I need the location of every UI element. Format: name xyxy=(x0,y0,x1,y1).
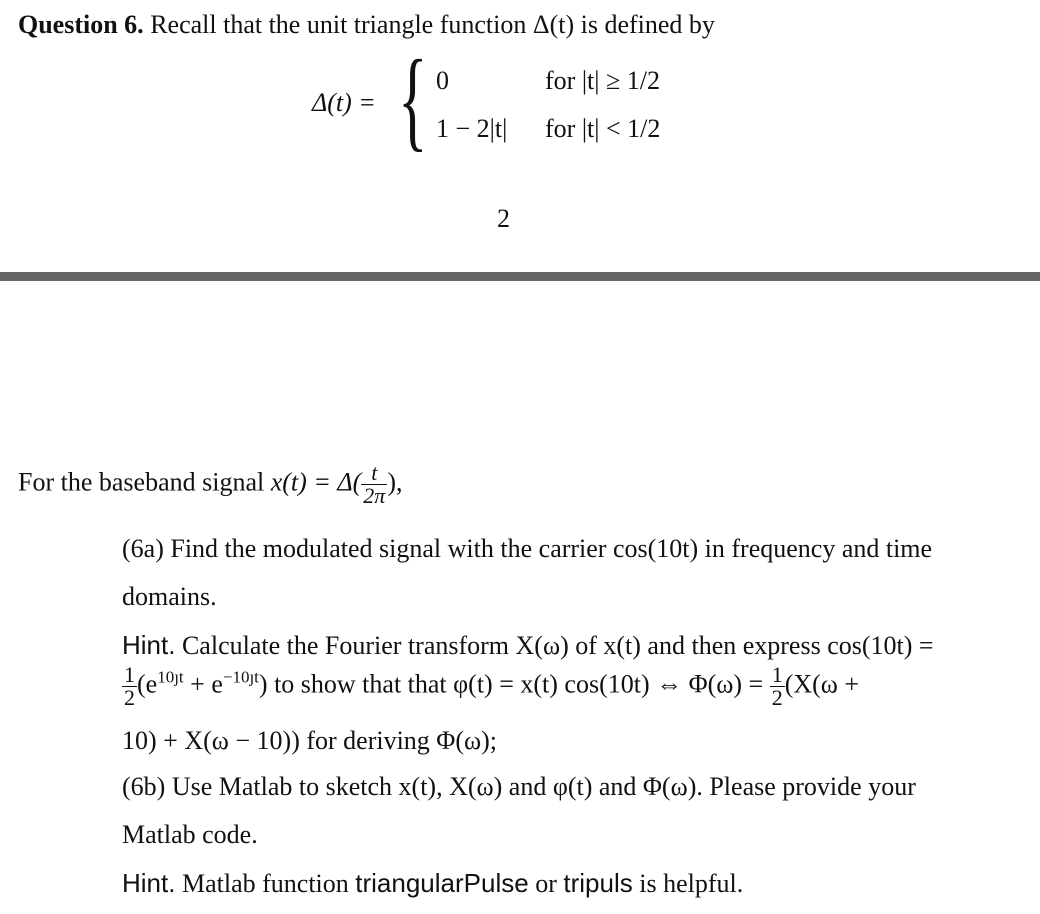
case1-value: 0 xyxy=(436,66,449,95)
case1-condition: for |t| ≥ 1/2 xyxy=(545,66,660,95)
hint-6b-pre: Matlab function xyxy=(181,869,349,898)
page-number: 2 xyxy=(497,204,510,233)
baseband-suffix: ), xyxy=(387,467,403,497)
matlab-fn-tripuls: tripuls xyxy=(563,868,633,898)
exp-open: (e xyxy=(137,669,158,699)
exp-positive: 10ȷt xyxy=(157,667,184,687)
half-numerator-2: 1 xyxy=(771,662,783,687)
hint-6b-line xyxy=(122,868,743,899)
question-label: Question 6. xyxy=(18,10,144,39)
hint-6a-line1 xyxy=(122,630,934,661)
definition-lhs: Δ(t) = xyxy=(312,88,376,117)
part-6b-line1: (6b) Use Matlab to sketch x(t), X(ω) and φ(t) and Φ(ω). Please provide your xyxy=(122,772,916,801)
half-denominator: 2 xyxy=(124,685,135,710)
half-numerator: 1 xyxy=(124,662,135,687)
hint-6b-mid: or xyxy=(535,869,557,898)
matlab-fn-triangularpulse: triangularPulse xyxy=(355,868,529,898)
half-denominator-2: 2 xyxy=(771,685,783,710)
question-heading xyxy=(18,10,715,40)
baseband-signal: x(t) = Δ( xyxy=(270,467,362,497)
left-brace: { xyxy=(398,38,428,162)
part-6a-line2: domains. xyxy=(122,582,217,611)
case2-value: 1 − 2|t| xyxy=(436,114,508,143)
part-6a-line1: (6a) Find the modulated signal with the carrier cos(10t) in frequency and time xyxy=(122,534,933,563)
case2-condition: for |t| < 1/2 xyxy=(545,114,661,143)
question-intro: Recall that the unit triangle function Δ(t) is defined by xyxy=(150,10,715,39)
baseband-prefix: For the baseband signal xyxy=(18,467,265,497)
hint-6a-end: (X(ω + xyxy=(784,669,860,699)
exp-plus: + e xyxy=(183,669,223,699)
hint-6a-line3: 10) + X(ω − 10)) for deriving Φ(ω); xyxy=(122,726,497,755)
exp-negative: −10ȷt xyxy=(222,667,259,687)
page-divider xyxy=(0,272,1040,281)
part-6b-line2: Matlab code. xyxy=(122,820,258,849)
hint-6b-post: is helpful. xyxy=(639,869,744,898)
hint-6a-label: Hint. xyxy=(122,630,176,660)
hint-6a-mid: ) to show that that φ(t) = x(t) cos(10t) ⇔ Φ(ω) = xyxy=(258,669,764,699)
fraction-numerator: t xyxy=(371,460,378,485)
baseband-line xyxy=(18,462,402,507)
hint-6b-label: Hint. xyxy=(122,868,176,898)
fraction-denominator: 2π xyxy=(363,483,386,508)
half-fraction-2 xyxy=(770,664,785,709)
baseband-fraction xyxy=(361,462,387,507)
half-fraction xyxy=(122,664,137,709)
hint-6a-line2 xyxy=(122,664,859,709)
hint-6a-text1: Calculate the Fourier transform X(ω) of x(t) and then express cos(10t) = xyxy=(181,631,934,660)
